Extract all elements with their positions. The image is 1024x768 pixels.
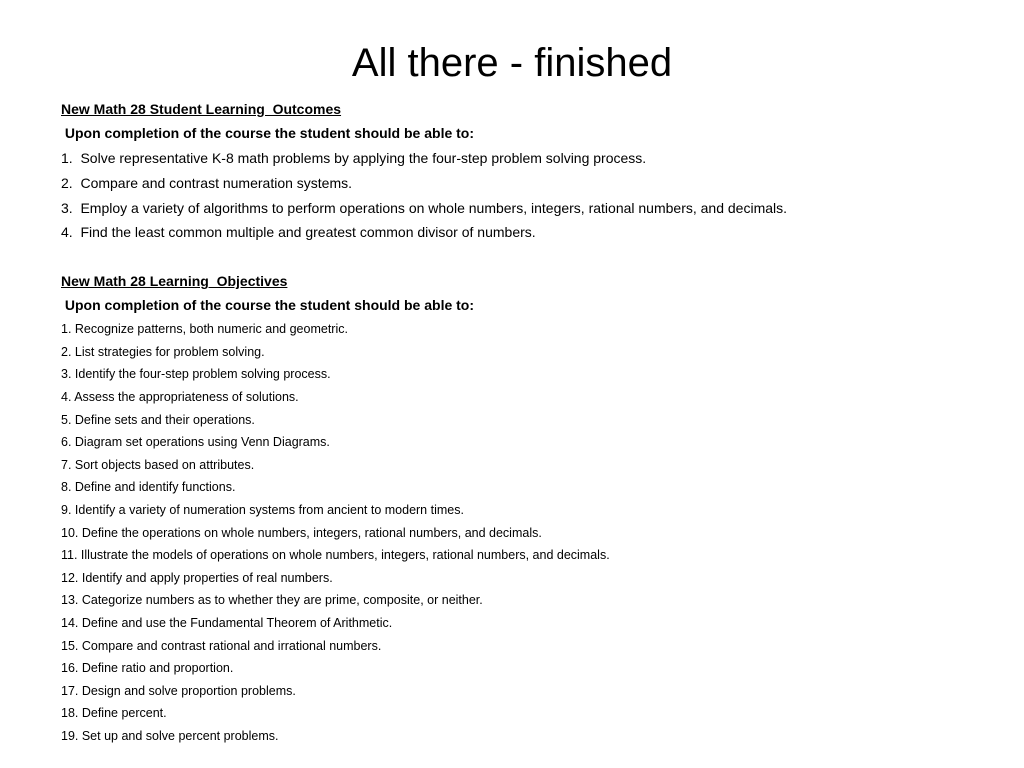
objective-item: 17. Design and solve proportion problems. <box>61 683 296 698</box>
section-spacer <box>61 247 1001 271</box>
objective-item: 5. Define sets and their operations. <box>61 412 255 427</box>
outcome-item: 2. Compare and contrast numeration systems. <box>61 174 353 191</box>
slide-content <box>61 99 1001 749</box>
outcome-item: 3. Employ a variety of algorithms to perform operations on whole numbers, integers, rational numbers, and decimals. <box>61 199 788 216</box>
objectives-heading: New Math 28 Learning Objectives <box>61 273 288 290</box>
objective-item: 14. Define and use the Fundamental Theorem of Arithmetic. <box>61 615 393 630</box>
slide-title: All there - finished <box>351 41 673 85</box>
objective-item: 16. Define ratio and proportion. <box>61 661 234 676</box>
objective-item: 8. Define and identify functions. <box>61 480 236 495</box>
objective-item: 18. Define percent. <box>61 706 167 721</box>
objective-item: 10. Define the operations on whole numbers, integers, rational numbers, and decimals. <box>61 525 542 540</box>
objective-item: 4. Assess the appropriateness of solutions. <box>61 389 299 404</box>
outcomes-heading: New Math 28 Student Learning Outcomes <box>61 101 342 117</box>
objective-item: 9. Identify a variety of numeration systems from ancient to modern times. <box>61 502 464 517</box>
objective-item: 12. Identify and apply properties of real numbers. <box>61 570 333 585</box>
outcome-item: 1. Solve representative K-8 math problems by applying the four-step problem solving process. <box>61 150 647 166</box>
outcomes-intro: Upon completion of the course the student should be able to: <box>61 125 475 141</box>
objective-item: 19. Set up and solve percent problems. <box>61 728 279 743</box>
objective-item: 1. Recognize patterns, both numeric and geometric. <box>61 322 348 337</box>
objective-item: 2. List strategies for problem solving. <box>61 344 265 359</box>
objective-item: 6. Diagram set operations using Venn Diagrams. <box>61 435 330 450</box>
objectives-intro: Upon completion of the course the student should be able to: <box>61 297 475 314</box>
objectives-list <box>61 320 1001 745</box>
objective-item: 7. Sort objects based on attributes. <box>61 457 255 472</box>
objective-item: 13. Categorize numbers as to whether they are prime, composite, or neither. <box>61 593 483 608</box>
outcomes-list <box>61 148 1001 242</box>
objective-item: 3. Identify the four-step problem solving process. <box>61 367 331 382</box>
objective-item: 11. Illustrate the models of operations on whole numbers, integers, rational numbers, and decimals. <box>61 548 610 563</box>
objective-item: 15. Compare and contrast rational and irrational numbers. <box>61 638 382 653</box>
outcome-item: 4. Find the least common multiple and greatest common divisor of numbers. <box>61 224 536 241</box>
